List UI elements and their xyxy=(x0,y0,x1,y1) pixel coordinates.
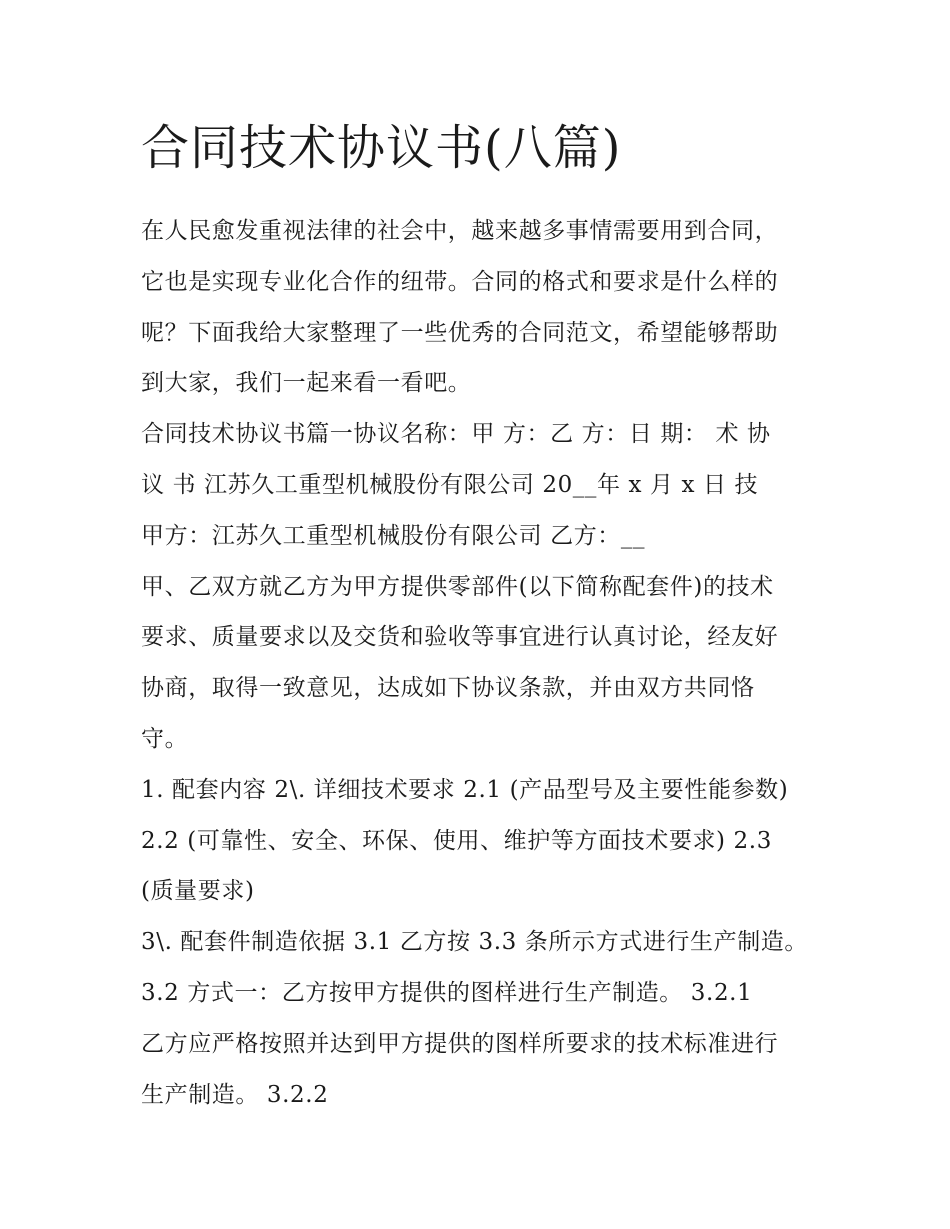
text-line: 议 书 江苏久工重型机械股份有限公司 20__年 x 月 x 日 技 xyxy=(141,471,759,498)
text-line: 乙方应严格按照并达到甲方提供的图样所要求的技术标准进行 xyxy=(141,1030,779,1057)
document-body xyxy=(141,112,831,1120)
text-line: 在人民愈发重视法律的社会中，越来越多事情需要用到合同， xyxy=(141,218,779,244)
text-line: 协商，取得一致意见，达成如下协议条款，并由双方共同恪 xyxy=(141,675,755,702)
text-line: 生产制造。 3.2.2 xyxy=(141,1081,329,1108)
text-line: 3\. 配套件制造依据 3.1 乙方按 3.3 条所示方式进行生产制造。 xyxy=(141,929,809,956)
text-line: 到大家，我们一起来看一看吧。 xyxy=(141,370,472,397)
text-line: 合同技术协议书篇一协议名称：甲 方：乙 方：日 期： 术 协 xyxy=(141,421,771,448)
text-line: 3.2 方式一：乙方按甲方提供的图样进行生产制造。 3.2.1 xyxy=(141,979,753,1006)
document-title: 合同技术协议书(八篇) xyxy=(141,120,622,176)
text-line: 守。 xyxy=(141,725,189,752)
text-line: 甲、乙双方就乙方为甲方提供零部件(以下简称配套件)的技术 xyxy=(141,573,774,600)
text-line: 2.2 (可靠性、安全、环保、使用、维护等方面技术要求) 2.3 xyxy=(141,827,772,854)
text-line: 呢？下面我给大家整理了一些优秀的合同范文，希望能够帮助 xyxy=(141,319,779,346)
text-line: 1. 配套内容 2\. 详细技术要求 2.1 (产品型号及主要性能参数) xyxy=(141,776,789,803)
text-line: 甲方：江苏久工重型机械股份有限公司 乙方：__ xyxy=(141,522,646,549)
text-line: (质量要求) xyxy=(141,878,255,905)
text-line: 它也是实现专业化合作的纽带。合同的格式和要求是什么样的 xyxy=(141,268,779,295)
document-text xyxy=(141,206,831,1120)
text-line: 要求、质量要求以及交货和验收等事宜进行认真讨论，经友好 xyxy=(141,624,779,651)
